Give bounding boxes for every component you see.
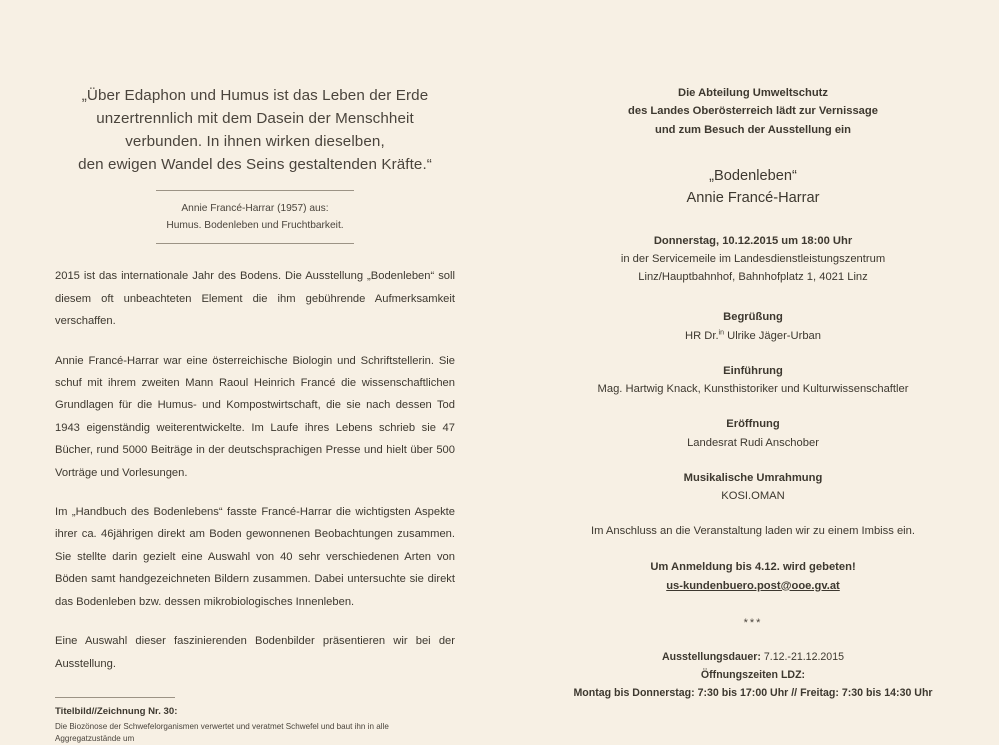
paragraph-4: Eine Auswahl dieser faszinierenden Bodenbilder präsentieren wir bei der Ausstellung.: [55, 635, 455, 670]
divider-bottom: [156, 243, 354, 244]
exhibition-title-block: [553, 166, 953, 210]
footer-hours-label: Öffnungszeiten LDZ:: [700, 669, 806, 681]
section-einfuehrung: [553, 362, 953, 399]
attribution-line-2: Humus. Bodenleben und Fruchtbarkeit.: [166, 219, 344, 231]
caption-title: Titelbild//Zeichnung Nr. 30:: [55, 705, 178, 717]
venue-line-1: in der Servicemeile im Landesdienstleistungszentrum: [620, 252, 886, 265]
section-heading: Einführung: [723, 364, 783, 377]
section-begruessung: [553, 308, 953, 345]
quote-line-1: „Über Edaphon und Humus ist das Leben der Erde: [81, 87, 429, 104]
person-suffix: Ulrike Jäger-Urban: [724, 329, 821, 342]
section-person: Mag. Hartwig Knack, Kunsthistoriker und Kulturwissenschaftler: [597, 383, 909, 396]
section-person: KOSI.OMAN: [721, 490, 785, 503]
section-musik: [553, 469, 953, 506]
paragraph-3: Im „Handbuch des Bodenlebens“ fasste Francé-Harrar die wichtigsten Aspekte ihrer ca. 46jährigen direkt am Boden gewonnenen Beobachtungen zusammen. Sie stellte darin gezielt eine Auswahl von 40 sehr verschiedenen Arten von Böden samt handgezeichneten Bildern zusammen. Dabei untersuchte sie direkt das Bodenleben bzw. dessen mikrobiologisches Innenleben.: [55, 506, 455, 608]
invitation-line-2: des Landes Oberösterreich lädt zur Vernissage: [628, 105, 878, 118]
footer-info: [553, 648, 953, 703]
section-heading: Eröffnung: [726, 418, 780, 431]
person-superscript: in: [718, 328, 724, 336]
event-date: Donnerstag, 10.12.2015 um 18:00 Uhr: [653, 234, 853, 247]
registration-line: Um Anmeldung bis 4.12. wird gebeten!: [650, 560, 856, 573]
duration-value: 7.12.-21.12.2015: [760, 650, 844, 663]
caption-divider: [55, 697, 175, 698]
event-details: [553, 232, 953, 287]
quote-block: [55, 84, 455, 176]
imbiss-note: Im Anschluss an die Veranstaltung laden wir zu einem Imbiss ein.: [591, 525, 915, 538]
right-column: [553, 84, 953, 702]
venue-line-2: Linz/Hauptbahnhof, Bahnhofplatz 1, 4021 Linz: [638, 271, 868, 284]
registration-email-link[interactable]: us-kundenbuero.post@ooe.gv.at: [666, 579, 840, 592]
section-person: Landesrat Rudi Anschober: [687, 436, 819, 449]
section-heading: Begrüßung: [723, 311, 783, 324]
invitation-header: [553, 84, 953, 139]
paragraph-1: 2015 ist das internationale Jahr des Bodens. Die Ausstellung „Bodenleben“ soll diesem oft unbeachteten Element die ihm gebührende Aufmerksamkeit verschaffen.: [55, 270, 455, 328]
caption-body: Die Biozönose der Schwefelorganismen verwertet und veratmet Schwefel und baut ihn in alle Aggregatzustände um: [55, 722, 389, 744]
imbiss-note-block: [553, 522, 953, 540]
invitation-line-1: Die Abteilung Umweltschutz: [677, 87, 828, 99]
quote-line-3: verbunden. In ihnen wirken dieselben,: [125, 133, 385, 151]
footer-hours-value: Montag bis Donnerstag: 7:30 bis 17:00 Uhr // Freitag: 7:30 bis 14:30 Uhr: [573, 687, 933, 700]
section-heading: Musikalische Umrahmung: [683, 471, 823, 484]
person-prefix: HR Dr.: [684, 329, 719, 342]
invitation-line-3: und zum Besuch der Ausstellung ein: [654, 123, 851, 136]
left-column: [55, 84, 455, 745]
divider-top: [156, 190, 354, 191]
attribution-line-1: Annie Francé-Harrar (1957) aus:: [181, 203, 329, 215]
exhibition-title: „Bodenleben“: [709, 167, 797, 184]
quote-line-2: unzertrennlich mit dem Dasein der Menschheit: [96, 110, 414, 128]
section-eroeffnung: [553, 415, 953, 452]
section-person: [553, 327, 953, 345]
paragraph-2: Annie Francé-Harrar war eine österreichische Biologin und Schriftstellerin. Sie schuf mit ihrem zweiten Mann Raoul Heinrich Francé die wissenschaftlichen Grundlagen für die Humus- und Kompostwirtschaft, die sie nach dessen Tod 1943 eigenständig weiterentwickelte. Im Laufe ihres Lebens schrieb sie 47 Bücher, rund 5000 Beiträge in der deutschsprachigen Presse und hielt über 500 Vorträge und Vorlesungen.: [55, 354, 455, 479]
duration-label: Ausstellungsdauer:: [662, 650, 761, 663]
body-text: [55, 265, 455, 675]
footer-duration: [553, 648, 953, 666]
separator-stars: ***: [743, 616, 763, 629]
quote-line-4: den ewigen Wandel des Seins gestaltenden Kräfte.“: [78, 156, 432, 174]
exhibition-author: Annie Francé-Harrar: [686, 189, 820, 206]
quote-attribution: [55, 201, 455, 234]
registration-block: [553, 558, 953, 594]
